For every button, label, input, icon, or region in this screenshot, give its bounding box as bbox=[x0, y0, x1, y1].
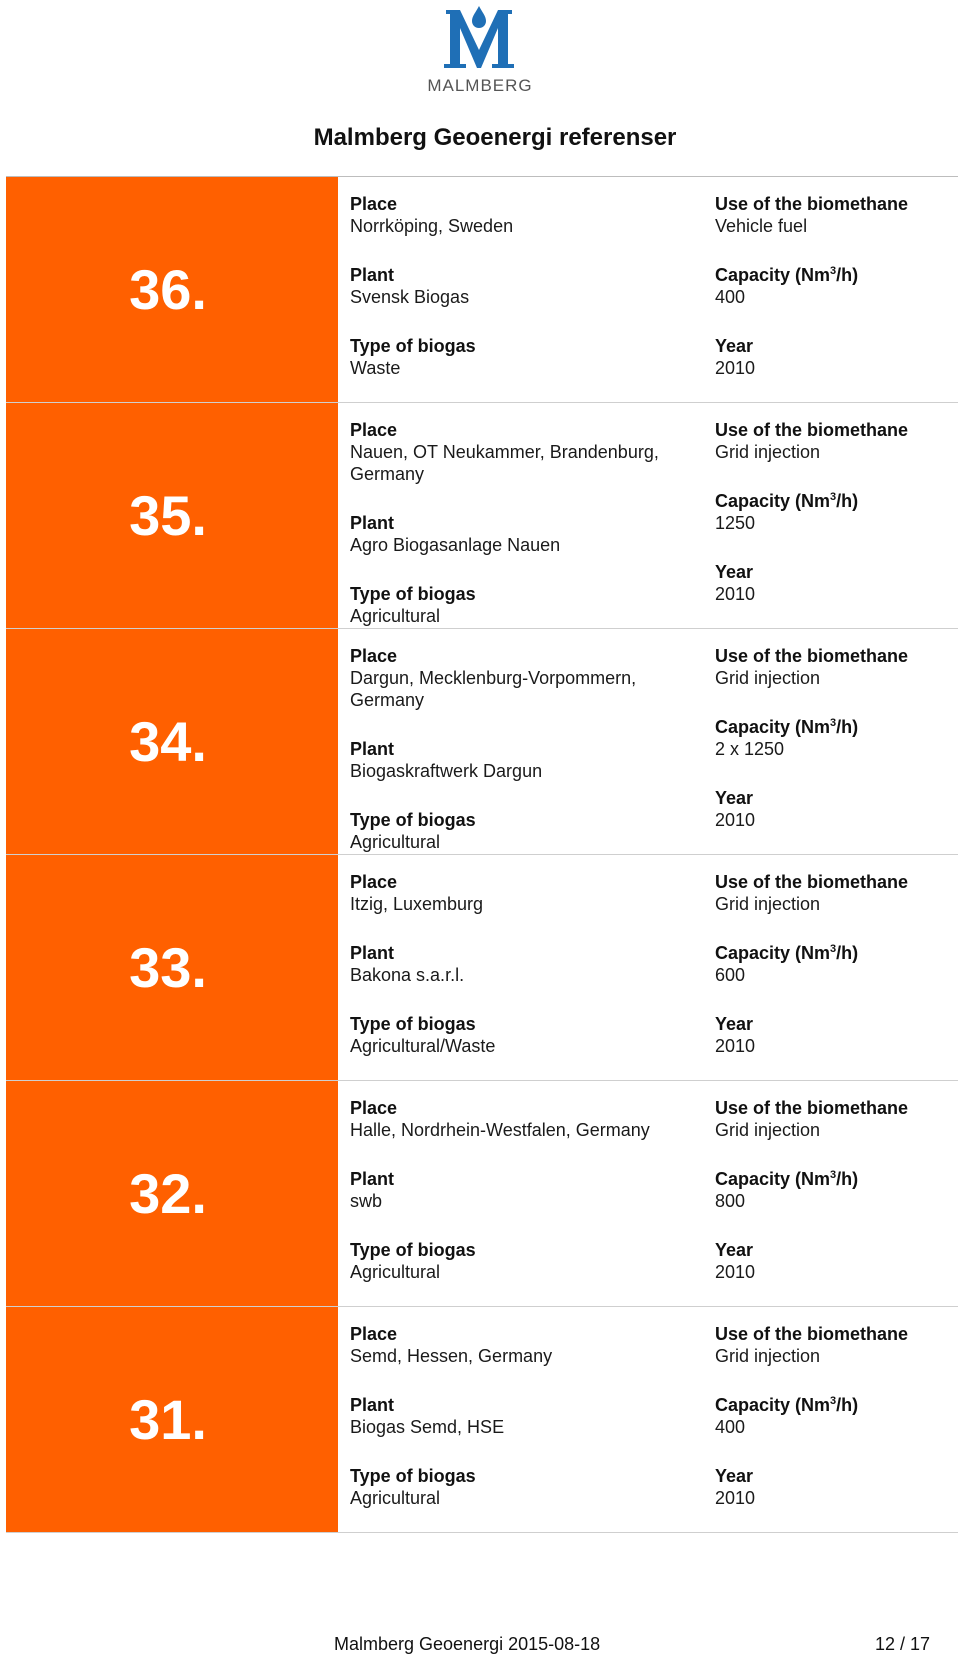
reference-number: 34. bbox=[6, 629, 338, 854]
plant-label: Plant bbox=[350, 265, 395, 285]
capacity-value: 400 bbox=[715, 1417, 746, 1437]
reference-right-column bbox=[715, 645, 955, 831]
type-value: Agricultural/Waste bbox=[350, 1036, 496, 1056]
use-value: Grid injection bbox=[715, 668, 821, 688]
plant-label: Plant bbox=[350, 1169, 395, 1189]
capacity-value: 600 bbox=[715, 965, 746, 985]
type-value: Agricultural bbox=[350, 1488, 441, 1508]
reference-row bbox=[6, 1307, 958, 1533]
year-label: Year bbox=[715, 788, 754, 808]
reference-number: 32. bbox=[6, 1081, 338, 1306]
page-title: Malmberg Geoenergi referenser bbox=[313, 124, 677, 151]
use-label: Use of the biomethane bbox=[715, 872, 909, 892]
reference-left-column bbox=[350, 871, 690, 1057]
reference-left-column bbox=[350, 193, 690, 379]
place-label: Place bbox=[350, 420, 398, 440]
capacity-value: 400 bbox=[715, 287, 746, 307]
logo bbox=[0, 0, 960, 110]
year-value: 2010 bbox=[715, 810, 756, 830]
place-value: Norrköping, Sweden bbox=[350, 216, 514, 236]
plant-label: Plant bbox=[350, 513, 395, 533]
plant-value: Biogas Semd, HSE bbox=[350, 1417, 505, 1437]
type-label: Type of biogas bbox=[350, 584, 476, 604]
reference-right-column bbox=[715, 193, 955, 379]
type-value: Waste bbox=[350, 358, 401, 378]
year-label: Year bbox=[715, 336, 754, 356]
place-value: Halle, Nordrhein-Westfalen, Germany bbox=[350, 1120, 650, 1140]
use-label: Use of the biomethane bbox=[715, 194, 909, 214]
type-label: Type of biogas bbox=[350, 336, 476, 356]
year-value: 2010 bbox=[715, 358, 756, 378]
plant-value: swb bbox=[350, 1191, 383, 1211]
capacity-label: Capacity (Nm$^3$/h) bbox=[715, 943, 859, 963]
type-label: Type of biogas bbox=[350, 1014, 476, 1034]
capacity-label: Capacity (Nm$^3$/h) bbox=[715, 491, 859, 511]
place-label: Place bbox=[350, 194, 398, 214]
use-value: Grid injection bbox=[715, 894, 821, 914]
place-value: Semd, Hessen, Germany bbox=[350, 1346, 553, 1366]
capacity-label: Capacity (Nm$^3$/h) bbox=[715, 1169, 859, 1189]
type-value: Agricultural bbox=[350, 1262, 441, 1282]
use-label: Use of the biomethane bbox=[715, 1324, 909, 1344]
year-value: 2010 bbox=[715, 1262, 756, 1282]
place-value: Dargun, Mecklenburg-Vorpommern, Germany bbox=[350, 668, 637, 710]
reference-right-column bbox=[715, 419, 955, 605]
type-label: Type of biogas bbox=[350, 1240, 476, 1260]
reference-row bbox=[6, 177, 958, 403]
place-label: Place bbox=[350, 872, 398, 892]
use-label: Use of the biomethane bbox=[715, 1098, 909, 1118]
reference-right-column bbox=[715, 1323, 955, 1509]
reference-row bbox=[6, 629, 958, 855]
reference-number: 31. bbox=[6, 1307, 338, 1532]
year-label: Year bbox=[715, 1240, 754, 1260]
reference-number: 33. bbox=[6, 855, 338, 1080]
reference-right-column bbox=[715, 1097, 955, 1283]
type-value: Agricultural bbox=[350, 832, 441, 852]
reference-number: 36. bbox=[6, 177, 338, 402]
capacity-label: Capacity (Nm$^3$/h) bbox=[715, 1395, 859, 1415]
type-value: Agricultural bbox=[350, 606, 441, 626]
plant-value: Biogaskraftwerk Dargun bbox=[350, 761, 543, 781]
capacity-value: 1250 bbox=[715, 513, 756, 533]
place-label: Place bbox=[350, 646, 398, 666]
year-label: Year bbox=[715, 1014, 754, 1034]
reference-left-column bbox=[350, 645, 690, 853]
plant-value: Agro Biogasanlage Nauen bbox=[350, 535, 561, 555]
plant-value: Bakona s.a.r.l. bbox=[350, 965, 465, 985]
footer bbox=[334, 1634, 930, 1655]
place-value: Nauen, OT Neukammer, Brandenburg, Germany bbox=[350, 442, 659, 484]
reference-row bbox=[6, 1081, 958, 1307]
logo-text: MALMBERG bbox=[427, 76, 533, 95]
use-value: Grid injection bbox=[715, 1120, 821, 1140]
use-label: Use of the biomethane bbox=[715, 646, 909, 666]
reference-number: 35. bbox=[6, 403, 338, 628]
reference-left-column bbox=[350, 1097, 690, 1283]
capacity-value: 2 x 1250 bbox=[715, 739, 785, 759]
plant-label: Plant bbox=[350, 1395, 395, 1415]
place-value: Itzig, Luxemburg bbox=[350, 894, 484, 914]
capacity-label: Capacity (Nm$^3$/h) bbox=[715, 717, 859, 737]
reference-row bbox=[6, 403, 958, 629]
reference-left-column bbox=[350, 1323, 690, 1509]
use-value: Grid injection bbox=[715, 442, 821, 462]
capacity-value: 800 bbox=[715, 1191, 746, 1211]
year-value: 2010 bbox=[715, 1036, 756, 1056]
use-value: Grid injection bbox=[715, 1346, 821, 1366]
year-value: 2010 bbox=[715, 584, 756, 604]
capacity-label: Capacity (Nm$^3$/h) bbox=[715, 265, 859, 285]
malmberg-logo-icon bbox=[436, 2, 522, 78]
footer-text: Malmberg Geoenergi 2015-08-18 bbox=[334, 1634, 601, 1654]
reference-row bbox=[6, 855, 958, 1081]
reference-table bbox=[6, 176, 958, 1533]
place-label: Place bbox=[350, 1324, 398, 1344]
year-label: Year bbox=[715, 1466, 754, 1486]
place-label: Place bbox=[350, 1098, 398, 1118]
plant-label: Plant bbox=[350, 943, 395, 963]
use-label: Use of the biomethane bbox=[715, 420, 909, 440]
year-value: 2010 bbox=[715, 1488, 756, 1508]
plant-value: Svensk Biogas bbox=[350, 287, 470, 307]
page-number: 12 / 17 bbox=[874, 1634, 930, 1654]
reference-left-column bbox=[350, 419, 690, 627]
year-label: Year bbox=[715, 562, 754, 582]
type-label: Type of biogas bbox=[350, 810, 476, 830]
reference-right-column bbox=[715, 871, 955, 1057]
type-label: Type of biogas bbox=[350, 1466, 476, 1486]
plant-label: Plant bbox=[350, 739, 395, 759]
use-value: Vehicle fuel bbox=[715, 216, 808, 236]
